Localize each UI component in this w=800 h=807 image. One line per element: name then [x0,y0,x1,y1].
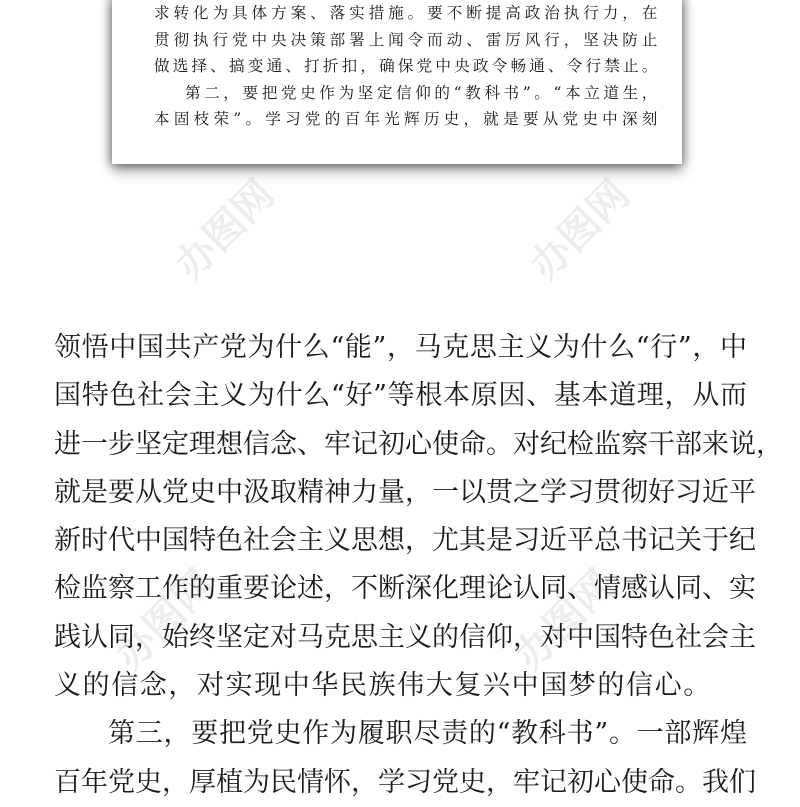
body-line: 领悟中国共产党为什么“能”，马克思主义为什么“行”，中 [54,332,747,363]
body-line: 进一步坚定理想信念、牢记初心使命。对纪检监察干部来说， [54,428,783,460]
excerpt-line: 第二，要把党史作为坚定信仰的“教科书”。“本立道生， [185,83,658,102]
body-line: 义的信念，对实现中华民族伟大复兴中国梦的信心。 [54,670,712,702]
excerpt-line: 贯彻执行党中央决策部署上闻令而动、雷厉风行，坚决防止 [154,30,658,49]
body-paragraph [54,324,783,807]
excerpt-line: 本固枝荣”。学习党的百年光辉历史，就是要从党史中深刻 [154,110,658,128]
watermark: 办图网 [506,561,624,679]
excerpt-line: 求转化为具体方案、落实措施。要不断提高政治执行力，在 [154,4,658,22]
watermark: 办图网 [106,561,224,679]
excerpt-paragraph [154,0,658,133]
body-line: 就是要从党史中汲取精神力量，一以贯之学习贯彻好习近平 [54,476,756,508]
body-line: 践认同，始终坚定对马克思主义的信仰，对中国特色社会主 [54,621,756,653]
body-line: 新时代中国特色社会主义思想，尤其是习近平总书记关于纪 [54,525,756,557]
page-excerpt-card [112,0,682,164]
watermark: 办图网 [166,171,284,289]
body-line: 检监察工作的重要论述，不断深化理论认同、情感认同、实 [54,573,756,605]
body-line: 百年党史，厚植为民情怀，学习党史，牢记初心使命。我们 [54,766,756,798]
body-line: 国特色社会主义为什么“好”等根本原因、基本道理，从而 [54,380,747,412]
excerpt-line: 做选择、搞变通、打折扣，确保党中央政令畅通、令行禁止。 [154,57,658,75]
watermark: 办图网 [521,171,639,289]
body-line: 第三，要把党史作为履职尽责的“教科书”。一部辉煌 [108,718,747,750]
